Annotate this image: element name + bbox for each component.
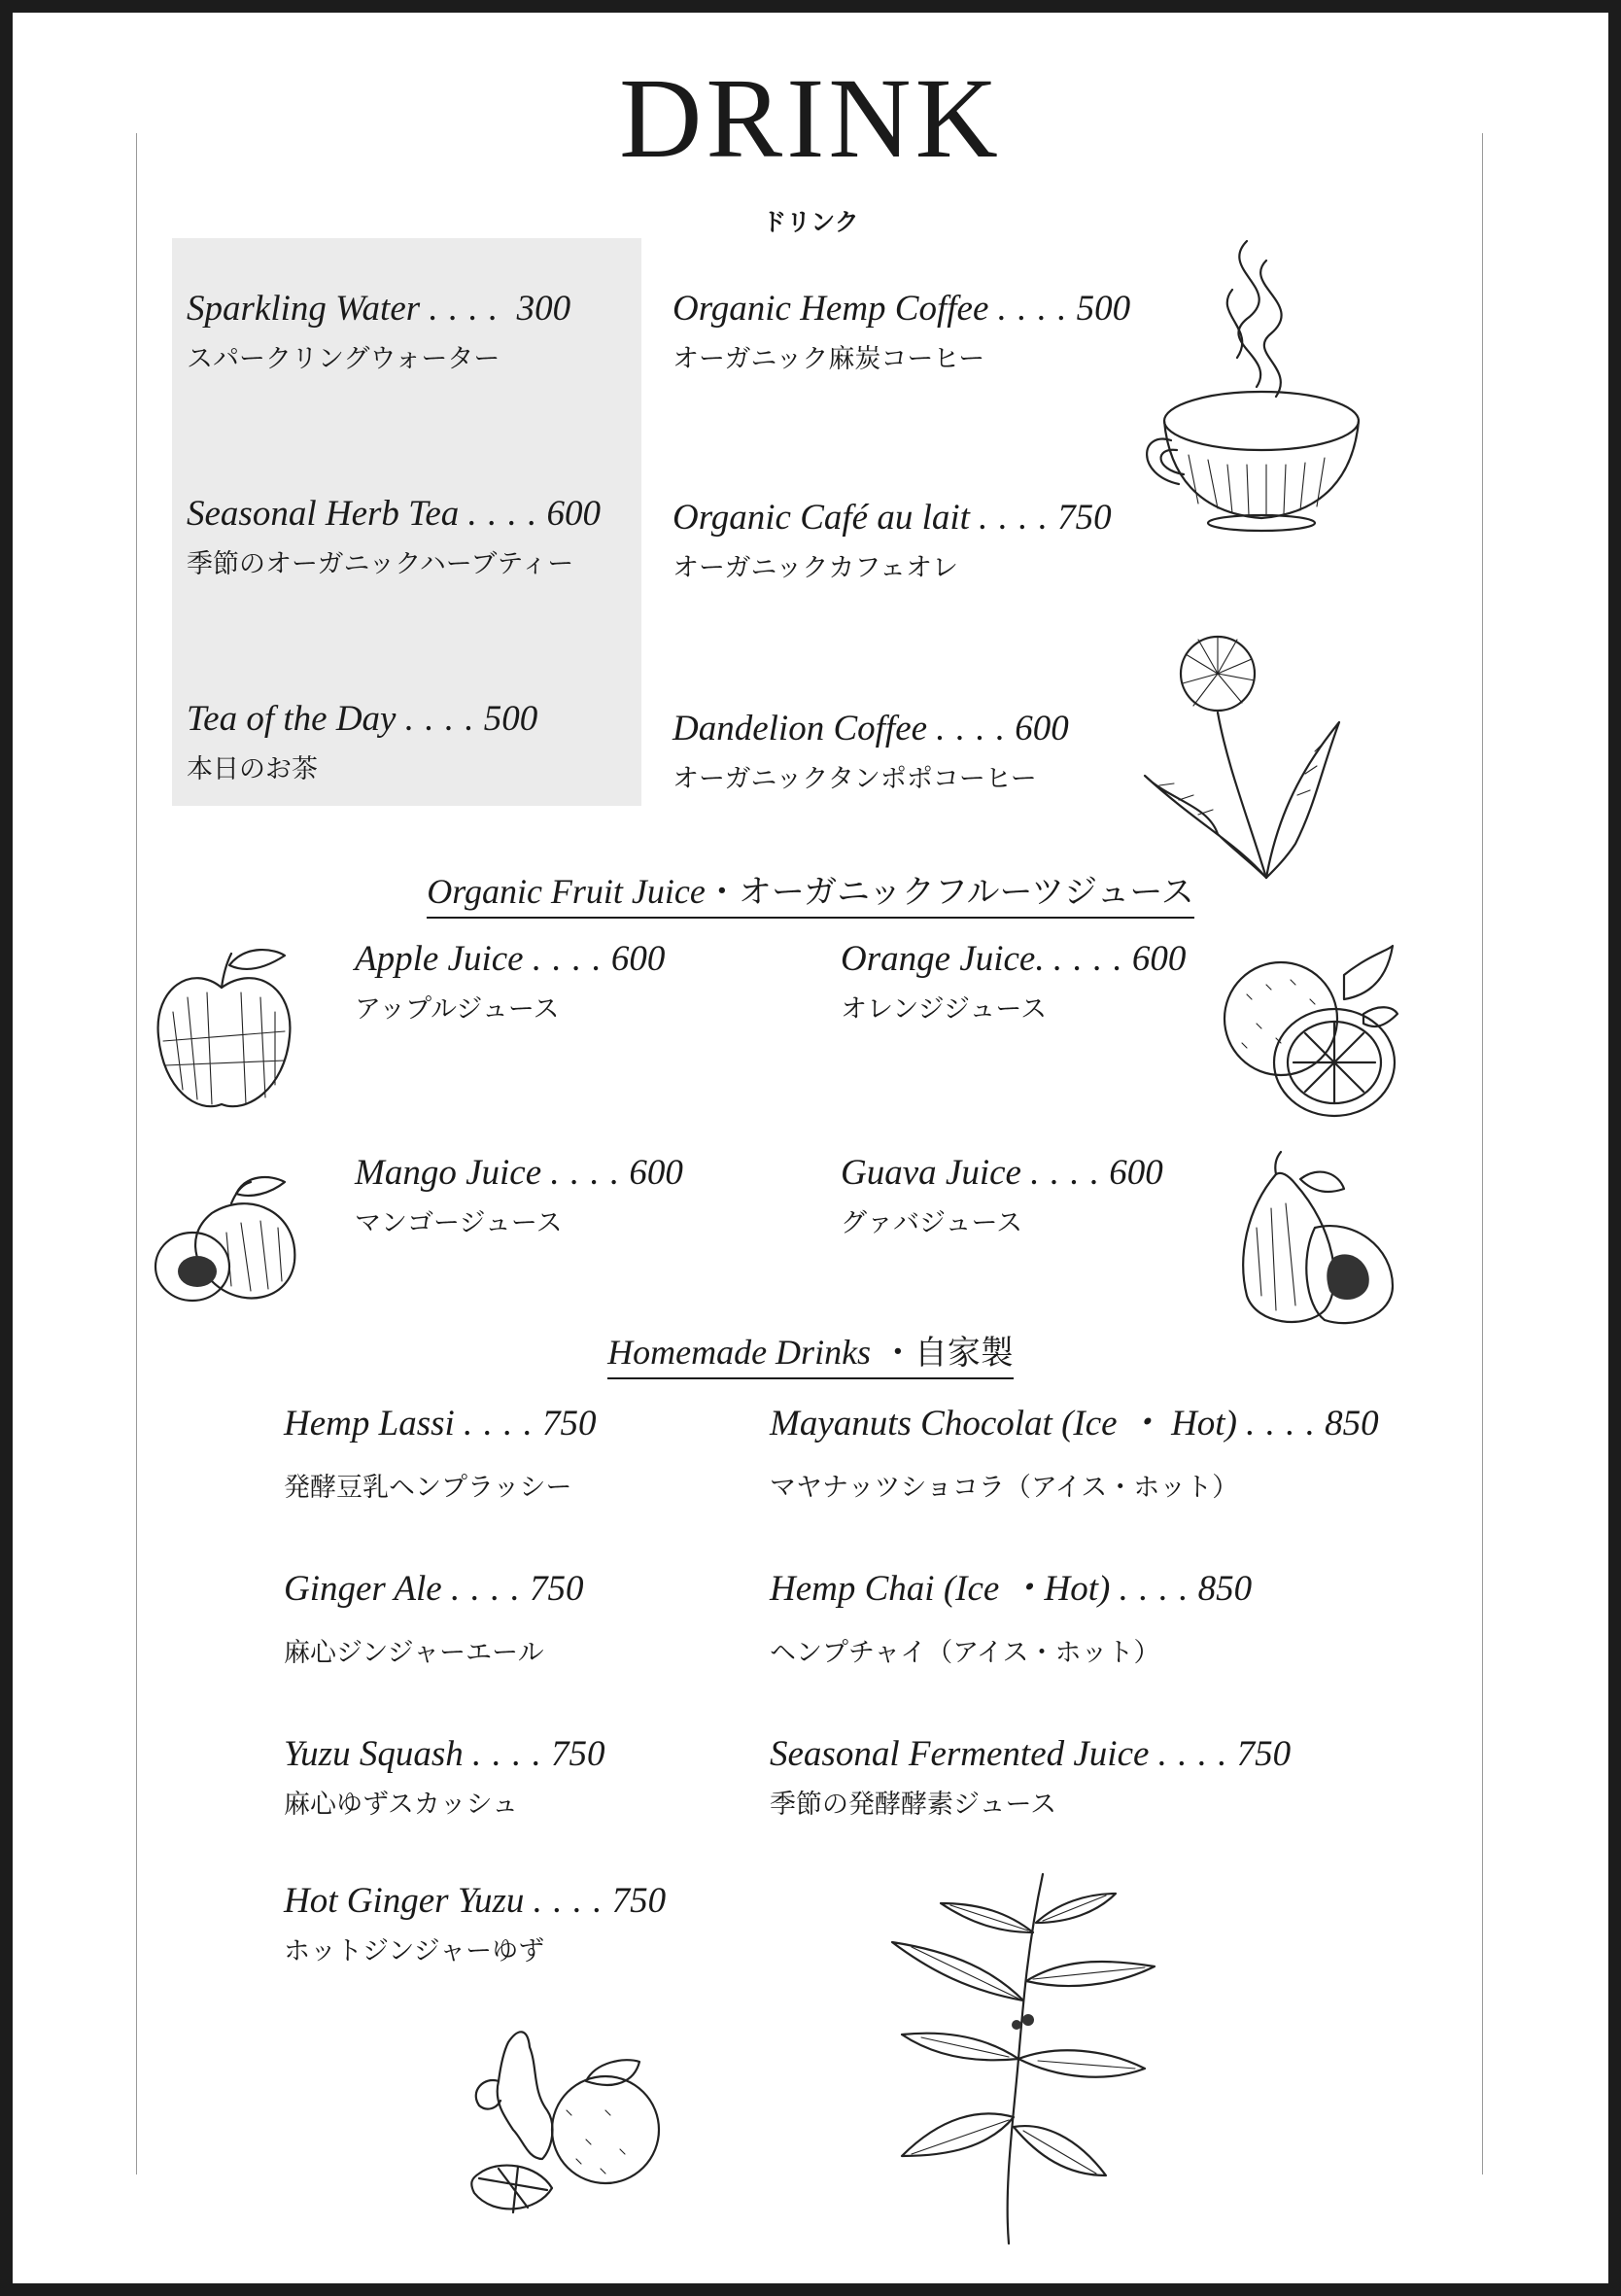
item-dots: . . . .	[404, 699, 475, 739]
item-jp-name: オーガニックカフェオレ	[673, 552, 959, 583]
item-name: Hot Ginger Yuzu	[284, 1881, 525, 1921]
item-dots: . . . .	[979, 498, 1049, 538]
item-dots: . . . .	[532, 939, 603, 979]
item-jp-name: マンゴージュース	[355, 1207, 563, 1238]
menu-item	[284, 1570, 583, 1667]
item-price: 850	[1325, 1404, 1379, 1444]
item-name: Organic Hemp Coffee	[673, 289, 989, 329]
item-dots: . . . .	[997, 289, 1068, 329]
item-jp-name: オーガニック麻炭コーヒー	[673, 343, 985, 374]
menu-item	[284, 1735, 604, 1819]
item-dots: . . . .	[450, 1569, 521, 1609]
item-jp-name: ヘンプチャイ（アイス・ホット）	[770, 1637, 1160, 1668]
item-jp-name: アップルジュース	[355, 993, 560, 1025]
ginger-yuzu-icon	[460, 2023, 673, 2227]
item-jp-name: 季節の発酵酵素ジュース	[770, 1789, 1057, 1820]
right-border-line	[1482, 133, 1483, 2174]
item-price: 750	[1236, 1734, 1292, 1774]
item-name: Apple Juice	[355, 939, 524, 979]
item-name: Mayanuts Chocolat (Ice ・ Hot)	[770, 1404, 1237, 1444]
item-jp-name: ホットジンジャーゆず	[284, 1935, 545, 1966]
menu-item	[841, 1154, 1163, 1237]
menu-item	[284, 1882, 666, 1966]
menu-item	[673, 499, 1112, 582]
mango-icon	[154, 1174, 304, 1315]
item-price: 750	[542, 1404, 597, 1444]
item-jp-name: 麻心ゆずスカッシュ	[284, 1789, 519, 1820]
item-price: 850	[1197, 1569, 1253, 1609]
section-title-jp: ・オーガニックフルーツジュース	[705, 873, 1194, 912]
item-dots: . . . .	[464, 1404, 534, 1444]
item-dots: . . . .	[936, 709, 1007, 748]
item-dots: . . . .	[1157, 1734, 1228, 1774]
coffee-plant-icon	[863, 1864, 1164, 2248]
page-title: DRINK	[619, 54, 1002, 182]
item-jp-name: オーガニックタンポポコーヒー	[673, 763, 1037, 794]
item-price: 500	[483, 699, 538, 739]
item-name: Yuzu Squash	[284, 1734, 464, 1774]
item-name: Tea of the Day	[187, 699, 397, 739]
item-jp-name: 発酵豆乳ヘンプラッシー	[284, 1472, 572, 1503]
item-name: Hemp Chai (Ice ・Hot)	[770, 1569, 1111, 1609]
apple-icon	[154, 944, 299, 1119]
page-subtitle: ドリンク	[762, 208, 859, 236]
menu-item	[673, 290, 1130, 373]
item-jp-name: マヤナッツショコラ（アイス・ホット）	[770, 1472, 1239, 1503]
item-name: Ginger Ale	[284, 1569, 442, 1609]
item-dots: . . . .	[1119, 1569, 1190, 1609]
section-title-en: Organic Fruit Juice	[427, 872, 706, 911]
menu-item	[770, 1570, 1252, 1667]
item-name: Seasonal Fermented Juice	[770, 1734, 1150, 1774]
menu-item	[355, 1154, 683, 1237]
section-title-en: Homemade Drinks	[607, 1333, 872, 1372]
item-dots: . . . .	[429, 289, 500, 329]
juice-section-heading	[13, 865, 1608, 919]
item-jp-name: グァバジュース	[841, 1207, 1023, 1238]
homemade-section-heading	[13, 1326, 1608, 1379]
item-name: Hemp Lassi	[284, 1404, 455, 1444]
menu-item	[187, 290, 570, 373]
menu-item	[187, 495, 601, 578]
item-price: 600	[1015, 709, 1069, 748]
item-price: 600	[546, 494, 601, 534]
item-price: 750	[529, 1569, 584, 1609]
item-price: 600	[1109, 1153, 1163, 1193]
section-title-jp: ・自家製	[871, 1334, 1014, 1373]
item-price: 500	[1076, 289, 1131, 329]
item-name: Seasonal Herb Tea	[187, 494, 460, 534]
item-jp-name: オレンジジュース	[841, 993, 1048, 1025]
item-dots: . . . .	[1246, 1404, 1316, 1444]
item-name: Dandelion Coffee	[673, 709, 928, 748]
item-jp-name: 本日のお茶	[187, 753, 318, 784]
dandelion-icon	[1140, 630, 1349, 887]
item-name: Orange Juice.	[841, 939, 1045, 979]
item-name: Organic Café au lait	[673, 498, 970, 538]
item-name: Guava Juice	[841, 1153, 1021, 1193]
item-dots: . . . .	[1030, 1153, 1100, 1193]
item-price: 750	[611, 1881, 667, 1921]
item-dots: . . . .	[467, 494, 538, 534]
menu-item	[770, 1405, 1379, 1502]
item-dots: . . . .	[1052, 939, 1123, 979]
orange-icon	[1218, 946, 1397, 1131]
menu-item	[355, 940, 665, 1024]
menu-item	[187, 700, 537, 783]
coffee-cup-icon	[1140, 231, 1363, 533]
guava-icon	[1227, 1150, 1397, 1330]
item-name: Mango Juice	[355, 1153, 551, 1193]
item-price: 600	[610, 939, 666, 979]
item-dots: . . . .	[550, 1153, 621, 1193]
menu-item	[673, 710, 1069, 793]
menu-item	[284, 1405, 597, 1502]
item-price: 750	[550, 1734, 605, 1774]
menu-item	[770, 1735, 1291, 1819]
menu-item	[841, 940, 1186, 1024]
item-price: 300	[516, 289, 571, 329]
item-dots: . . . .	[471, 1734, 542, 1774]
item-price: 600	[629, 1153, 683, 1193]
menu-page	[13, 13, 1608, 2283]
item-jp-name: スパークリングウォーター	[187, 343, 500, 374]
left-border-line	[136, 133, 137, 2174]
item-jp-name: 麻心ジンジャーエール	[284, 1637, 544, 1668]
item-price: 600	[1131, 939, 1187, 979]
item-jp-name: 季節のオーガニックハーブティー	[187, 548, 574, 579]
item-name: Sparkling Water	[187, 289, 421, 329]
item-dots: . . . .	[533, 1881, 604, 1921]
item-price: 750	[1057, 498, 1112, 538]
